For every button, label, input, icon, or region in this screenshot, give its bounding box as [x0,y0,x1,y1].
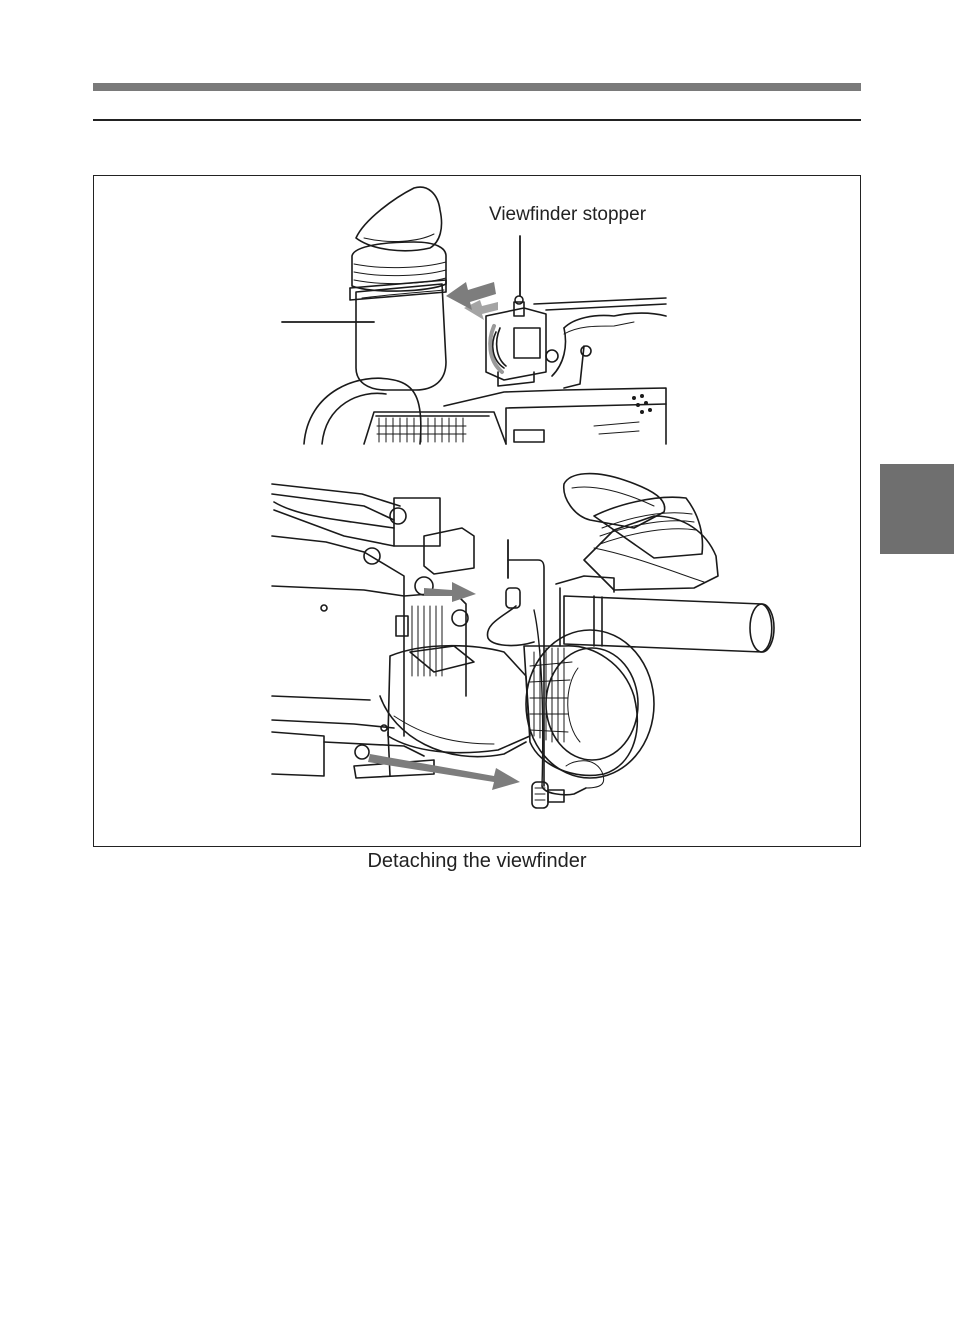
bottom-arrows [368,582,520,790]
viewfinder-stopper-label: Viewfinder stopper [489,204,647,225]
figure-frame [93,175,861,847]
camera-illustration [94,176,860,846]
header-rule-thick [93,83,861,91]
header-rule-thin [93,119,861,121]
figure-caption: Detaching the viewfinder [367,850,587,872]
chapter-tab-marker [880,464,954,554]
bottom-illustration [272,474,774,808]
